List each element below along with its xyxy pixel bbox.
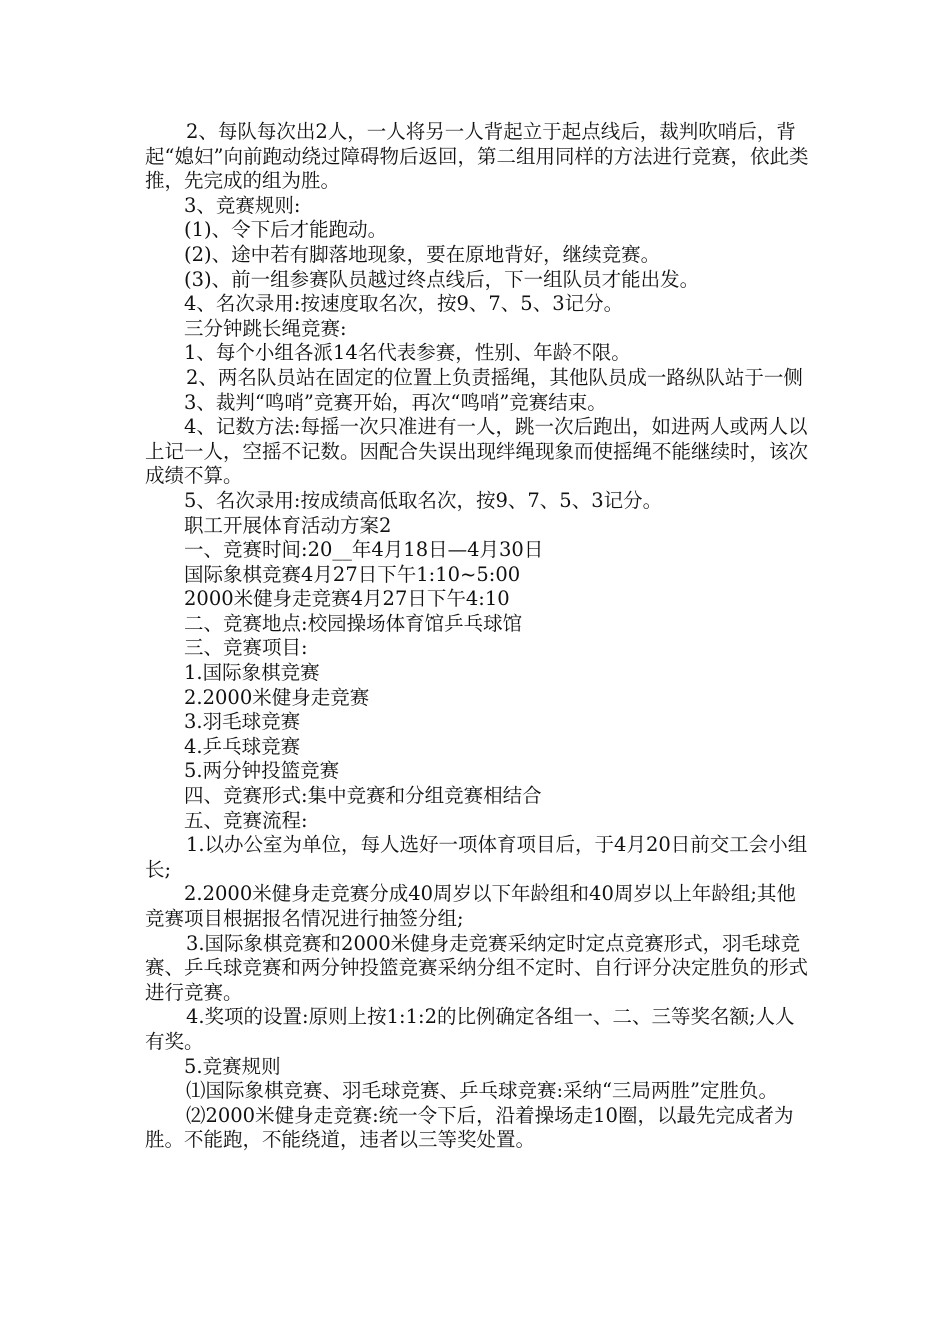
paragraph: 4、名次录用:按速度取名次，按9、7、5、3记分。 <box>184 292 624 316</box>
paragraph: 4.奖项的设置:原则上按1:1:2的比例确定各组一、二、三等奖名额;人人有奖。 <box>145 1005 795 1053</box>
paragraph: 2、两名队员站在固定的位置上负责摇绳，其他队员成一路纵队站于一侧 <box>185 365 803 389</box>
paragraph: ⑴国际象棋竞赛、羽毛球竞赛、乒乓球竞赛:采纳“三局两胜”定胜负。 <box>185 1079 778 1103</box>
paragraph: 2、每队每次出2人，一人将另一人背起立于起点线后，裁判吹哨后，背起“媳妇”向前跑动绕过障碍物后返回，第二组用同样的方法进行竞赛，依此类推，先完成的组为胜。 <box>145 120 809 193</box>
paragraph: ⑵2000米健身走竞赛:统一令下后，沿着操场走10圈，以最先完成者为胜。不能跑，不能绕道，违者以三等奖处置。 <box>145 1103 794 1152</box>
document-title: 职工开展体育活动方案2 <box>184 513 392 537</box>
paragraph: 5、名次录用:按成绩高低取名次，按9、7、5、3记分。 <box>184 488 663 512</box>
paragraph: 3.国际象棋竞赛和2000米健身走竞赛采纳定时定点竞赛形式，羽毛球竞赛、乒乓球竞赛和两分钟投篮竞赛采纳分组不定时、自行评分决定胜负的形式进行竞赛。 <box>145 931 809 1004</box>
paragraph: 二、竞赛地点:校园操场体育馆乒乓球馆 <box>184 611 523 635</box>
list-item: 1.国际象棋竞赛 <box>184 661 320 685</box>
paragraph: 4、记数方法:每摇一次只准进有一人，跳一次后跑出，如进两人或两人以上记一人，空摇不记数。因配合失误出现绊绳现象而使摇绳不能继续时，该次成绩不算。 <box>145 415 809 488</box>
paragraph: 五、竞赛流程: <box>184 808 308 832</box>
paragraph: 三、竞赛项目: <box>184 636 308 660</box>
paragraph: (1)、令下后才能跑动。 <box>184 218 388 242</box>
paragraph: 1、每个小组各派14名代表参赛，性别、年龄不限。 <box>184 341 631 365</box>
paragraph: 国际象棋竞赛4月27日下午1:10~5:00 <box>184 562 521 586</box>
list-item: 2.2000米健身走竞赛 <box>184 685 370 709</box>
paragraph: (3)、前一组参赛队员越过终点线后，下一组队员才能出发。 <box>184 267 700 291</box>
paragraph: 一、竞赛时间:20__年4月18日—4月30日 <box>184 538 544 562</box>
document-body <box>145 120 810 1153</box>
paragraph: (2)、途中若有脚落地现象，要在原地背好，继续竞赛。 <box>184 242 661 266</box>
paragraph: 3、竞赛规则: <box>184 193 301 217</box>
list-item: 4.乒乓球竞赛 <box>184 734 301 758</box>
paragraph: 2000米健身走竞赛4月27日下午4:10 <box>184 587 510 611</box>
paragraph: 四、竞赛形式:集中竞赛和分组竞赛相结合 <box>184 784 542 808</box>
paragraph: 2.2000米健身走竞赛分成40周岁以下年龄组和40周岁以上年龄组;其他竞赛项目根据报名情况进行抽签分组; <box>145 882 796 930</box>
paragraph: 3、裁判“鸣哨”竞赛开始，再次“鸣哨”竞赛结束。 <box>184 390 607 414</box>
section-heading: 三分钟跳长绳竞赛: <box>184 316 347 340</box>
paragraph: 5.竞赛规则 <box>184 1054 281 1078</box>
paragraph: 1.以办公室为单位，每人选好一项体育项目后，于4月20日前交工会小组长; <box>145 833 808 881</box>
list-item: 3.羽毛球竞赛 <box>184 710 301 734</box>
list-item: 5.两分钟投篮竞赛 <box>184 759 340 783</box>
